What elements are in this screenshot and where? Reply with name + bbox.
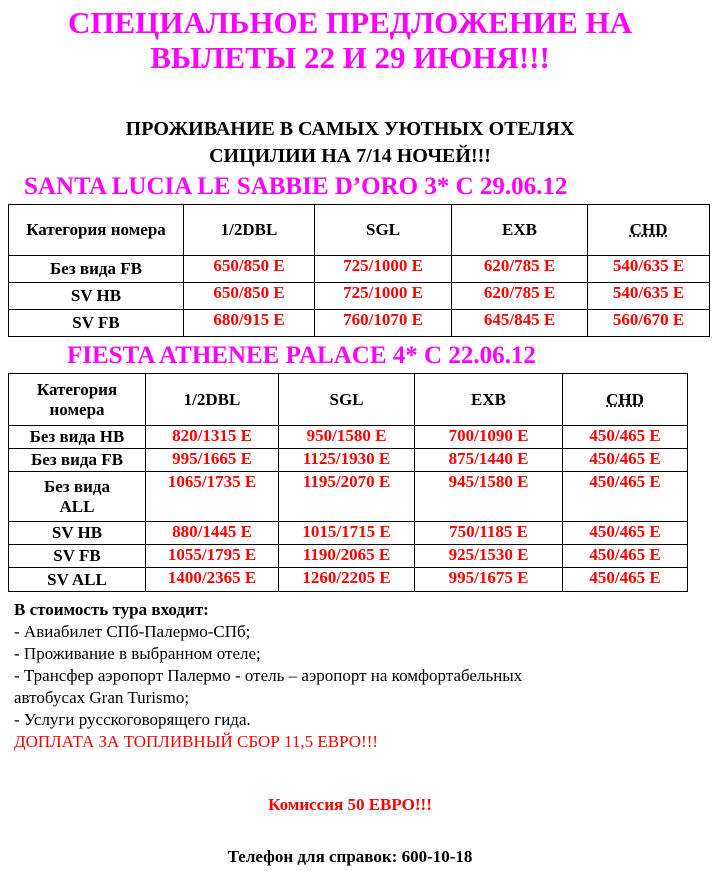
price-sgl: 1015/1715 Е <box>279 522 415 545</box>
price-dbl: 880/1445 Е <box>146 522 279 545</box>
room-category: Без вида ALL <box>9 472 146 522</box>
table-header-row <box>9 205 710 256</box>
price-sgl: 725/1000 Е <box>315 256 452 283</box>
price-dbl: 650/850 Е <box>184 283 315 310</box>
price-exb: 620/785 Е <box>452 256 588 283</box>
price-dbl: 820/1315 Е <box>146 426 279 449</box>
price-chd: 450/465 Е <box>563 522 688 545</box>
price-exb: 700/1090 Е <box>415 426 563 449</box>
price-sgl: 1125/1930 Е <box>279 449 415 472</box>
table-row <box>9 545 688 568</box>
column-header-sgl: SGL <box>315 205 452 256</box>
includes-item: - Проживание в выбранном отеле; <box>14 644 261 663</box>
room-category: SV FB <box>9 310 184 337</box>
price-chd: 540/635 Е <box>588 283 710 310</box>
price-dbl: 680/915 Е <box>184 310 315 337</box>
column-header-dbl: 1/2DBL <box>184 205 315 256</box>
price-dbl: 995/1665 Е <box>146 449 279 472</box>
hotel2-title: FIESTA ATHENEE PALACE 4* С 22.06.12 <box>67 342 536 369</box>
offer-headline-line2: ВЫЛЕТЫ 22 И 29 ИЮНЯ!!! <box>150 40 550 75</box>
price-chd: 450/465 Е <box>563 426 688 449</box>
price-exb: 645/845 Е <box>452 310 588 337</box>
offer-subheadline-line1: ПРОЖИВАНИЕ В САМЫХ УЮТНЫХ ОТЕЛЯХ <box>125 118 575 140</box>
price-dbl: 650/850 Е <box>184 256 315 283</box>
column-header-dbl: 1/2DBL <box>146 374 279 426</box>
price-dbl: 1055/1795 Е <box>146 545 279 568</box>
table-row <box>9 256 710 283</box>
price-sgl: 1195/2070 Е <box>279 472 415 522</box>
price-chd: 560/670 Е <box>588 310 710 337</box>
table-row <box>9 522 688 545</box>
price-exb: 925/1530 Е <box>415 545 563 568</box>
includes-item: автобусах Gran Turismo; <box>14 688 190 707</box>
column-header-exb: EXB <box>452 205 588 256</box>
table-header-row <box>9 374 688 426</box>
price-chd: 450/465 Е <box>563 472 688 522</box>
room-category: SV FB <box>9 545 146 568</box>
price-sgl: 760/1070 Е <box>315 310 452 337</box>
includes-title: В стоимость тура входит: <box>14 600 209 619</box>
room-category: Без вида FB <box>9 256 184 283</box>
table-row <box>9 568 688 592</box>
offer-subheadline-line2: СИЦИЛИИ НА 7/14 НОЧЕЙ!!! <box>209 145 491 167</box>
price-exb: 750/1185 Е <box>415 522 563 545</box>
column-header-chd: CHD <box>563 374 688 426</box>
phone-contact: Телефон для справок: 600-10-18 <box>227 847 473 866</box>
commission-note: Комиссия 50 ЕВРО!!! <box>268 795 432 814</box>
room-category: SV HB <box>9 283 184 310</box>
offer-headline-line1: СПЕЦИАЛЬНОЕ ПРЕДЛОЖЕНИЕ НА <box>67 5 632 40</box>
price-sgl: 950/1580 Е <box>279 426 415 449</box>
price-exb: 945/1580 Е <box>415 472 563 522</box>
table-row <box>9 283 710 310</box>
hotel1-title: SANTA LUCIA LE SABBIE D’ORO 3* С 29.06.12 <box>24 173 568 200</box>
column-header-category: Категория номера <box>9 205 184 256</box>
column-header-exb: EXB <box>415 374 563 426</box>
room-category: SV ALL <box>9 568 146 592</box>
price-chd: 450/465 Е <box>563 545 688 568</box>
price-sgl: 1190/2065 Е <box>279 545 415 568</box>
price-dbl: 1400/2365 Е <box>146 568 279 592</box>
price-chd: 540/635 Е <box>588 256 710 283</box>
tour-includes <box>14 599 714 753</box>
table-row <box>9 472 688 522</box>
fuel-surcharge-note: ДОПЛАТА ЗА ТОПЛИВНЫЙ СБОР 11,5 ЕВРО!!! <box>14 732 379 751</box>
room-category: Без вида HB <box>9 426 146 449</box>
room-category: SV HB <box>9 522 146 545</box>
column-header-chd: CHD <box>588 205 710 256</box>
column-header-sgl: SGL <box>279 374 415 426</box>
price-chd: 450/465 Е <box>563 568 688 592</box>
table-row <box>9 449 688 472</box>
price-sgl: 1260/2205 Е <box>279 568 415 592</box>
hotel2-price-table <box>8 373 688 592</box>
hotel1-price-table <box>8 204 710 337</box>
table-row <box>9 426 688 449</box>
price-exb: 620/785 Е <box>452 283 588 310</box>
includes-item: - Авиабилет СПб-Палермо-СПб; <box>14 622 251 641</box>
includes-item: - Услуги русскоговорящего гида. <box>14 710 251 729</box>
table-row <box>9 310 710 337</box>
price-dbl: 1065/1735 Е <box>146 472 279 522</box>
price-chd: 450/465 Е <box>563 449 688 472</box>
price-sgl: 725/1000 Е <box>315 283 452 310</box>
includes-item: - Трансфер аэропорт Палермо - отель – аэропорт на комфортабельных <box>14 666 523 685</box>
price-exb: 875/1440 Е <box>415 449 563 472</box>
column-header-category: Категория номера <box>9 374 146 426</box>
price-exb: 995/1675 Е <box>415 568 563 592</box>
room-category: Без вида FB <box>9 449 146 472</box>
